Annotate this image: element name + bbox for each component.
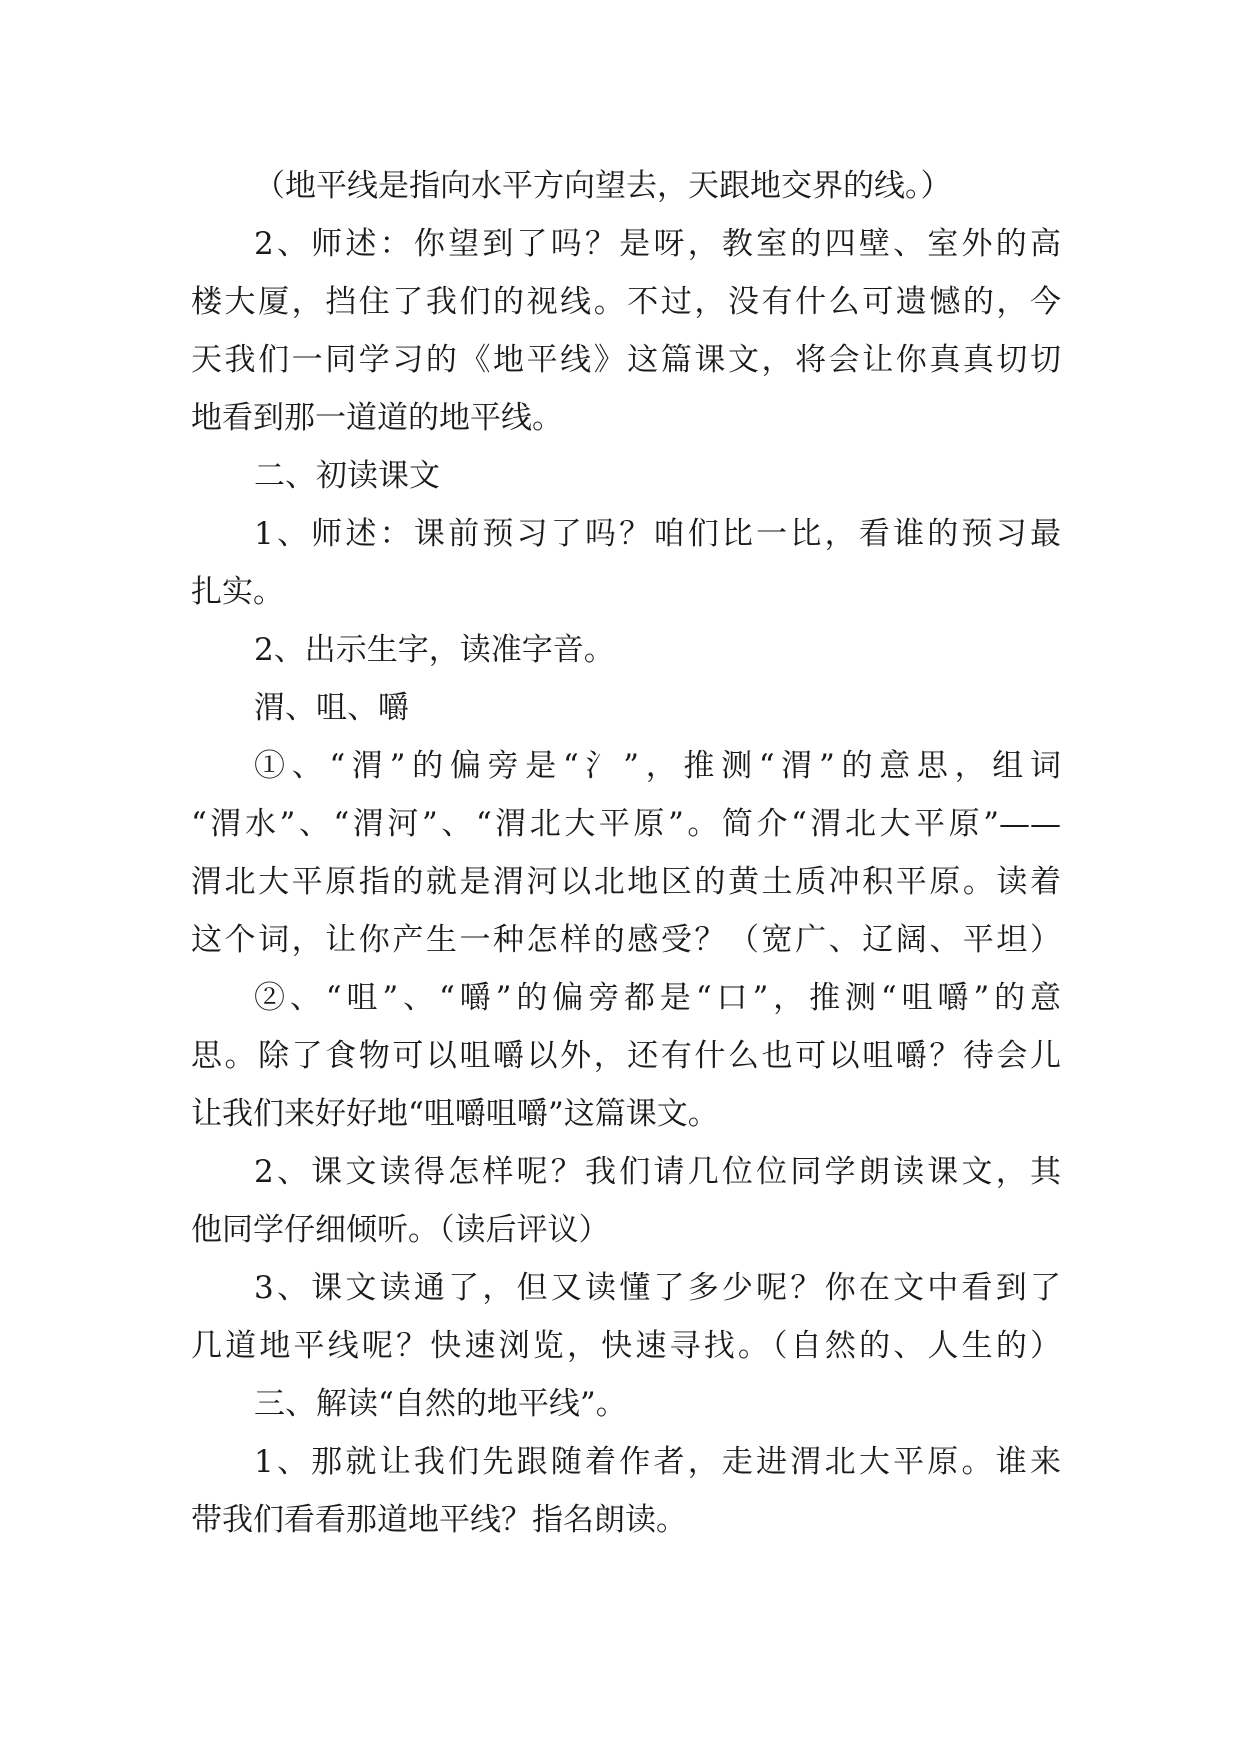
paragraph-line: 几道地平线呢？快速浏览，快速寻找。（自然的、人生的）: [191, 1328, 1061, 1364]
paragraph-line: 2、师述：你望到了吗？是呀，教室的四壁、室外的高: [254, 226, 1061, 262]
paragraph-line: 2、课文读得怎样呢？我们请几位位同学朗读课文，其: [254, 1154, 1061, 1190]
paragraph-line: 带我们看看那道地平线？指名朗读。: [191, 1502, 687, 1538]
paragraph-line: 扎实。: [191, 574, 284, 610]
paragraph-line: 地看到那一道道的地平线。: [191, 400, 563, 436]
paragraph-line: ②、“咀”、“嚼”的偏旁都是“口”，推测“咀嚼”的意: [254, 980, 1061, 1016]
paragraph-line: ①、“渭”的偏旁是“氵”，推测“渭”的意思，组词: [254, 748, 1061, 784]
paragraph-line: 3、课文读通了，但又读懂了多少呢？你在文中看到了: [254, 1270, 1061, 1306]
paragraph-line: 渭北大平原指的就是渭河以北地区的黄土质冲积平原。读着: [191, 864, 1061, 900]
paragraph-line: 楼大厦，挡住了我们的视线。不过，没有什么可遗憾的，今: [191, 284, 1061, 320]
paragraph-line: 2、出示生字，读准字音。: [254, 632, 615, 668]
paragraph-line: 这个词，让你产生一种怎样的感受？（宽广、辽阔、平坦）: [191, 922, 1061, 958]
paragraph-line: 思。除了食物可以咀嚼以外，还有什么也可以咀嚼？待会儿: [191, 1038, 1061, 1074]
section-heading: 二、初读课文: [254, 458, 440, 494]
paragraph-line: 渭、咀、嚼: [254, 690, 409, 726]
paragraph-line: “渭水”、“渭河”、“渭北大平原”。简介“渭北大平原”——: [191, 806, 1061, 842]
paragraph-line: 1、那就让我们先跟随着作者，走进渭北大平原。谁来: [254, 1444, 1061, 1480]
paragraph-line: 他同学仔细倾听。（读后评议）: [191, 1212, 610, 1248]
section-heading: 三、解读“自然的地平线”。: [254, 1386, 627, 1422]
paragraph-line: 1、师述：课前预习了吗？咱们比一比，看谁的预习最: [254, 516, 1061, 552]
paragraph-line: 让我们来好好地“咀嚼咀嚼”这篇课文。: [191, 1096, 719, 1132]
paragraph-line: 天我们一同学习的《地平线》这篇课文，将会让你真真切切: [191, 342, 1061, 378]
paragraph-line: （地平线是指向水平方向望去，天跟地交界的线。）: [254, 168, 952, 204]
